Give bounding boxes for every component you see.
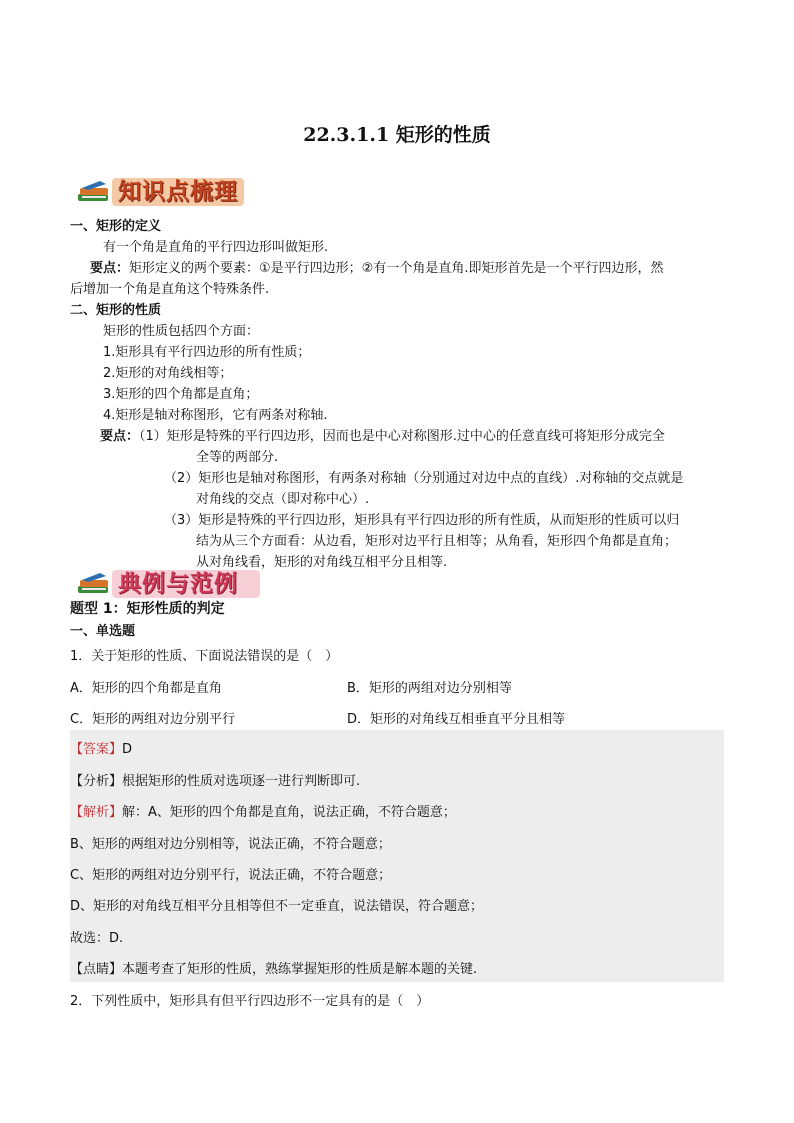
answer-label: 【答案】 (70, 742, 123, 757)
note-line: 全等的两部分. (196, 450, 279, 465)
comment-line: 【点睛】本题考查了矩形的性质，熟练掌握矩形的性质是解本题的关键. (70, 962, 478, 977)
question-stem: 1．关于矩形的性质、下面说法错误的是（ ） (70, 649, 339, 664)
banner-title: 典例与范例 (118, 571, 238, 597)
option-c: C．矩形的两组对边分别平行 (70, 712, 236, 727)
analysis-label: 【分析】 (70, 774, 123, 789)
books-icon (76, 572, 112, 596)
type-heading: 题型 1：矩形性质的判定 (70, 601, 225, 617)
option-a: A．矩形的四个角都是直角 (70, 681, 222, 696)
solution-label: 【解析】 (70, 805, 123, 820)
list-item: 4.矩形是轴对称图形，它有两条对称轴. (103, 408, 328, 423)
answer-value: D (122, 742, 133, 757)
list-item: 1.矩形具有平行四边形的所有性质； (103, 345, 311, 360)
note-line: 要点：矩形定义的两个要素：①是平行四边形；②有一个角是直角.即矩形首先是一个平行四边形，然 (90, 261, 664, 276)
note-label: 要点： (100, 429, 140, 444)
solution-line: 故选：D. (70, 931, 124, 946)
section-heading: 二、矩形的性质 (70, 303, 162, 318)
list-item: 2.矩形的对角线相等； (103, 366, 233, 381)
section-heading: 一、矩形的定义 (70, 219, 162, 234)
answer-line (70, 738, 132, 757)
solution-line: 【解析】解：A、矩形的四个角都是直角，说法正确，不符合题意； (70, 805, 456, 820)
books-icon (76, 180, 112, 204)
option-b: B．矩形的两组对边分别相等 (347, 681, 512, 696)
list-item: 3.矩形的四个角都是直角； (103, 387, 259, 402)
comment-label: 【点睛】 (70, 962, 123, 977)
section-banner-examples (76, 568, 260, 600)
question-section: 一、单选题 (70, 624, 136, 639)
note-line: 后增加一个角是直角这个特殊条件. (70, 282, 270, 297)
note-line: （3）矩形是特殊的平行四边形，矩形具有平行四边形的所有性质，从而矩形的性质可以归 (164, 513, 680, 528)
note-line: 从对角线看，矩形的对角线互相平分且相等. (196, 555, 448, 570)
solution-line: D、矩形的对角线互相平分且相等但不一定垂直，说法错误，符合题意； (70, 899, 484, 914)
note-line: 结为从三个方面看：从边看，矩形对边平行且相等；从角看，矩形四个角都是直角； (196, 534, 678, 549)
intro-text: 矩形的性质包括四个方面： (103, 324, 260, 339)
note-label: 要点： (90, 261, 130, 276)
solution-line: B、矩形的两组对边分别相等，说法正确，不符合题意； (70, 837, 391, 852)
banner-title: 知识点梳理 (118, 179, 238, 205)
definition-text: 有一个角是直角的平行四边形叫做矩形. (103, 240, 329, 255)
section-banner-knowledge (76, 176, 244, 208)
solution-line: C、矩形的两组对边分别平行，说法正确，不符合题意； (70, 868, 392, 883)
answer-block (70, 730, 724, 982)
option-d: D．矩形的对角线互相垂直平分且相等 (347, 712, 566, 727)
page-title: 22.3.1.1 矩形的性质 (303, 124, 491, 146)
note-line: （2）矩形也是轴对称图形，有两条对称轴（分别通过对边中点的直线）.对称轴的交点就是 (164, 471, 684, 486)
analysis-line: 【分析】根据矩形的性质对选项逐一进行判断即可. (70, 774, 361, 789)
note-line: 要点：（1）矩形是特殊的平行四边形，因而也是中心对称图形.过中心的任意直线可将矩形分成完全 (100, 429, 665, 444)
question-stem: 2．下列性质中，矩形具有但平行四边形不一定具有的是（ ） (70, 994, 430, 1009)
note-line: 对角线的交点（即对称中心）. (196, 492, 370, 507)
